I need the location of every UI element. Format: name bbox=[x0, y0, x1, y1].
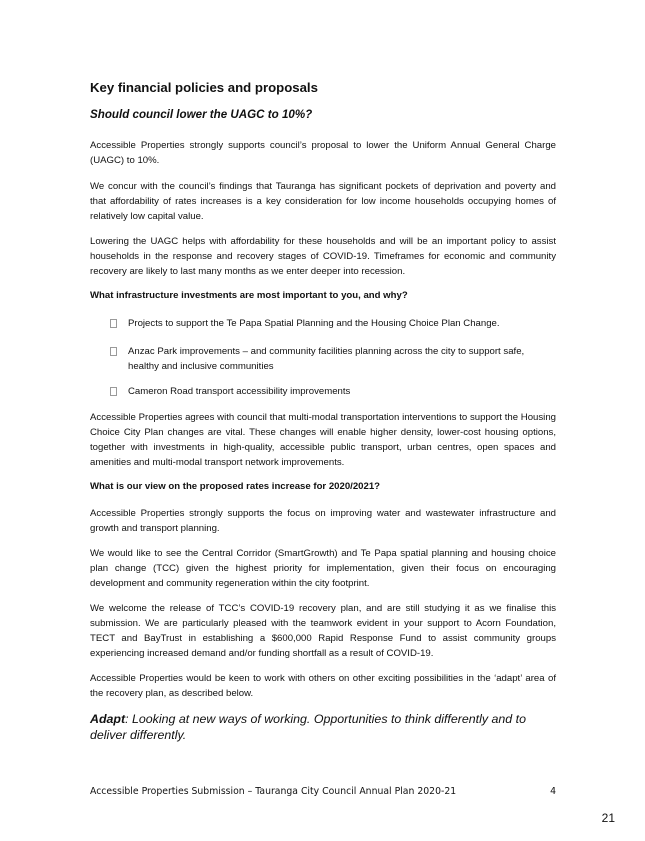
checkbox-bullet-icon bbox=[110, 347, 117, 356]
page-footer bbox=[90, 786, 556, 797]
paragraph-uagc-support: Accessible Properties strongly supports council’s proposal to lower the Uniform Annual General Charge (UAGC) to 10%. bbox=[90, 140, 556, 166]
paragraph-transportation: Accessible Properties agrees with council that multi-modal transportation interventions to support the Housing Choice City Plan changes are vital. These changes will enable higher density, lower-cost housing options, together with investments in high-quality, accessible public transport, urban centres, open spaces and amenities and multi-modal transport network improvements. bbox=[90, 412, 556, 468]
paragraph-adapt-intro: Accessible Properties would be keen to work with others on other exciting possibilities in the ‘adapt’ area of the recovery plan, as described below. bbox=[90, 673, 556, 699]
paragraph-recovery-plan: We welcome the release of TCC’s COVID-19 recovery plan, and are still studying it as we finalise this submission. We are particularly pleased with the teamwork evident in your support to Acorn Foundation, TECT and BayTrust in establishing a $600,000 Rapid Response Fund to assist community groups experiencing increased demand and/or funding shortfall as a result of COVID-19. bbox=[90, 603, 556, 659]
adapt-text: : Looking at new ways of working. Opportunities to think differently and to deliver differently. bbox=[90, 712, 526, 742]
footer-title: Accessible Properties Submission – Tauranga City Council Annual Plan 2020-21 bbox=[90, 786, 457, 797]
question-infrastructure: What infrastructure investments are most important to you, and why? bbox=[90, 290, 408, 301]
paragraph-central-corridor: We would like to see the Central Corridor (SmartGrowth) and Te Papa spatial planning and housing choice plan change (TCC) given the highest priority for implementation, given their focus on encouraging development and community regeneration within the city footprint. bbox=[90, 548, 556, 589]
list-item-text: Cameron Road transport accessibility improvements bbox=[128, 386, 351, 397]
adapt-label: Adapt bbox=[90, 712, 126, 726]
list-item bbox=[110, 316, 556, 331]
subsection-heading: Should council lower the UAGC to 10%? bbox=[90, 108, 313, 121]
list-item-text: Anzac Park improvements – and community facilities planning across the city to support safe, healthy and inclusive communities bbox=[128, 346, 525, 372]
list-item bbox=[110, 344, 556, 374]
section-heading: Key financial policies and proposals bbox=[90, 80, 318, 95]
paragraph-affordability: Lowering the UAGC helps with affordability for these households and will be an important policy to assist households in the response and recovery stages of COVID-19. Timeframes for economic and community recovery are likely to last many months as we enter deeper into recession. bbox=[90, 236, 556, 277]
question-rates-increase: What is our view on the proposed rates increase for 2020/2021? bbox=[90, 481, 381, 492]
paragraph-water-infrastructure: Accessible Properties strongly supports the focus on improving water and wastewater infrastructure and growth and transport planning. bbox=[90, 508, 556, 534]
checkbox-bullet-icon bbox=[110, 319, 117, 328]
adapt-callout bbox=[90, 711, 556, 743]
list-item bbox=[110, 384, 556, 399]
checkbox-bullet-icon bbox=[110, 387, 117, 396]
document-page-number: 21 bbox=[601, 811, 615, 825]
list-item-text: Projects to support the Te Papa Spatial Planning and the Housing Choice Plan Change. bbox=[128, 318, 500, 329]
footer-page-number: 4 bbox=[550, 786, 556, 797]
paragraph-deprivation: We concur with the council’s findings that Tauranga has significant pockets of deprivation and poverty and that affordability of rates increases is a key consideration for low income households occupying homes of relatively low capital value. bbox=[90, 181, 556, 222]
